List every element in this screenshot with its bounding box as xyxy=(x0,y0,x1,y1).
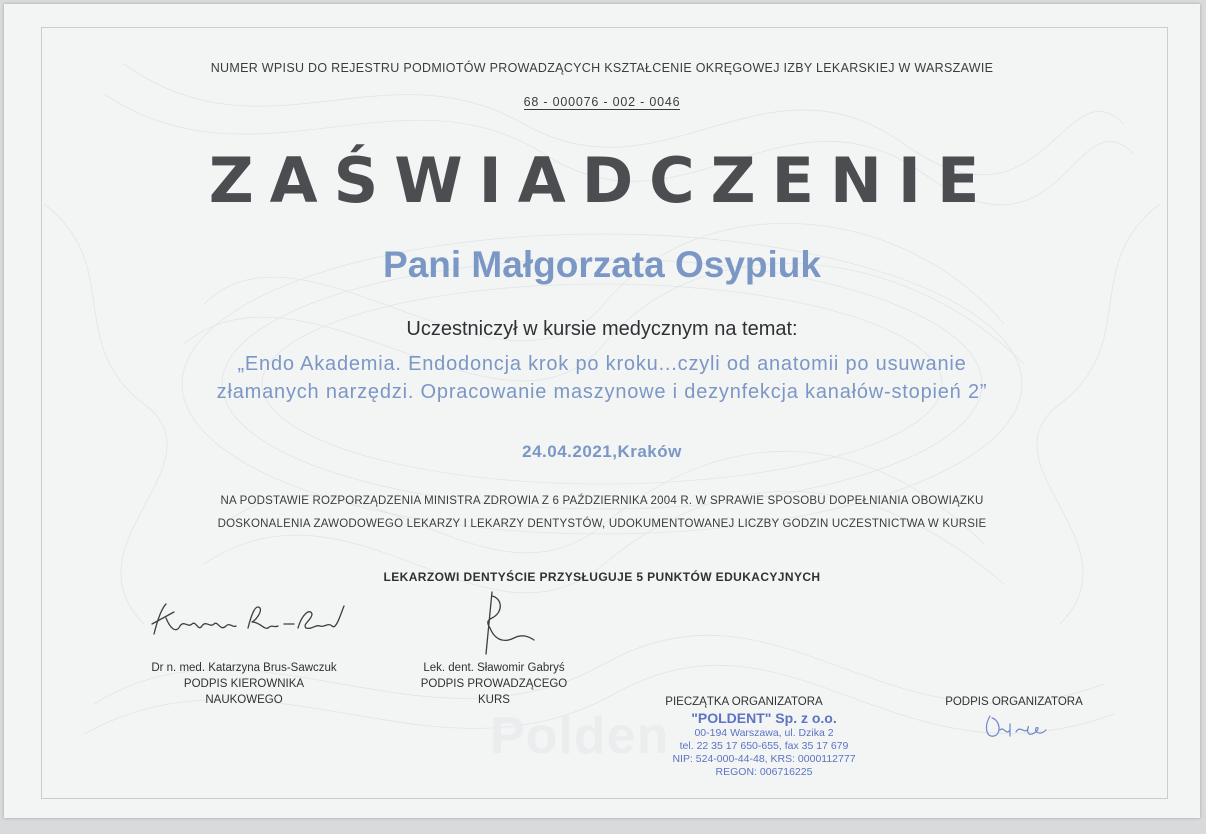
certificate-paper xyxy=(4,4,1200,818)
stamp-regon: REGON: 006716225 xyxy=(715,766,813,778)
document-title: ZAŚWIADCZENIE xyxy=(208,144,996,217)
course-leader-signature xyxy=(462,588,542,668)
scientific-director-signature xyxy=(144,598,354,644)
legal-basis-line-1: NA PODSTAWIE ROZPORZĄDZENIA MINISTRA ZDROWIA Z 6 PAŹDZIERNIKA 2004 R. W SPRAWIE SPOSOBU DOPEŁNIANIA OBOWIĄZKU xyxy=(220,495,984,507)
scientific-director-role-1: PODPIS KIEROWNIKA xyxy=(183,678,305,690)
legal-basis xyxy=(94,490,1110,536)
stamp-ids: NIP: 524-000-44-48, KRS: 0000112777 xyxy=(672,753,856,765)
legal-basis-line-2: DOSKONALENIA ZAWODOWEGO LEKARZY I LEKARZY DENTYSTÓW, UDOKUMENTOWANEJ LICZBY GODZIN UCZESTNICTWA W KURSIE xyxy=(217,518,987,530)
register-number-value: 68 - 000076 - 002 - 0046 xyxy=(523,95,681,109)
course-leader-name: Lek. dent. Sławomir Gabryś xyxy=(423,662,565,674)
date-place: 24.04.2021,Kraków xyxy=(522,442,682,461)
course-leader-block xyxy=(384,660,604,708)
stamp-phone: tel. 22 35 17 650-655, fax 35 17 679 xyxy=(679,740,849,752)
stamp-label: PIECZĄTKA ORGANIZATORA xyxy=(665,696,823,708)
scientific-director-name: Dr n. med. Katarzyna Brus-Sawczuk xyxy=(151,662,337,674)
course-topic xyxy=(144,350,1060,406)
register-heading: NUMER WPISU DO REJESTRU PODMIOTÓW PROWADZĄCYCH KSZTAŁCENIE OKRĘGOWEJ IZBY LEKARSKIEJ W WARSZAWIE xyxy=(210,61,994,75)
register-number xyxy=(4,95,1200,109)
recipient-name: Pani Małgorzata Osypiuk xyxy=(383,244,821,285)
scientific-director-block xyxy=(114,660,374,708)
course-topic-line-2: złamanych narzędzi. Opracowanie maszynowe i dezynfekcja kanałów-stopień 2” xyxy=(216,381,988,403)
stamp-address: 00-194 Warszawa, ul. Dzika 2 xyxy=(694,727,834,739)
poldent-watermark: Polden xyxy=(490,707,670,765)
stamp-company: "POLDENT" Sp. z o.o. xyxy=(691,710,837,726)
organizer-signature xyxy=(980,706,1060,746)
course-topic-line-1: „Endo Akademia. Endodoncja krok po kroku...czyli od anatomii po usuwanie xyxy=(237,353,967,375)
participation-text: Uczestniczył w kursie medycznym na temat: xyxy=(406,318,798,340)
scientific-director-role-2: NAUKOWEGO xyxy=(205,694,283,706)
course-leader-role-1: PODPIS PROWADZĄCEGO xyxy=(420,678,568,690)
organizer-signature-label: PODPIS ORGANIZATORA xyxy=(945,696,1083,708)
education-points: LEKARZOWI DENTYŚCIE PRZYSŁUGUJE 5 PUNKTÓW EDUKACYJNYCH xyxy=(383,570,821,584)
course-leader-role-2: KURS xyxy=(478,694,510,706)
organizer-stamp xyxy=(654,710,874,779)
